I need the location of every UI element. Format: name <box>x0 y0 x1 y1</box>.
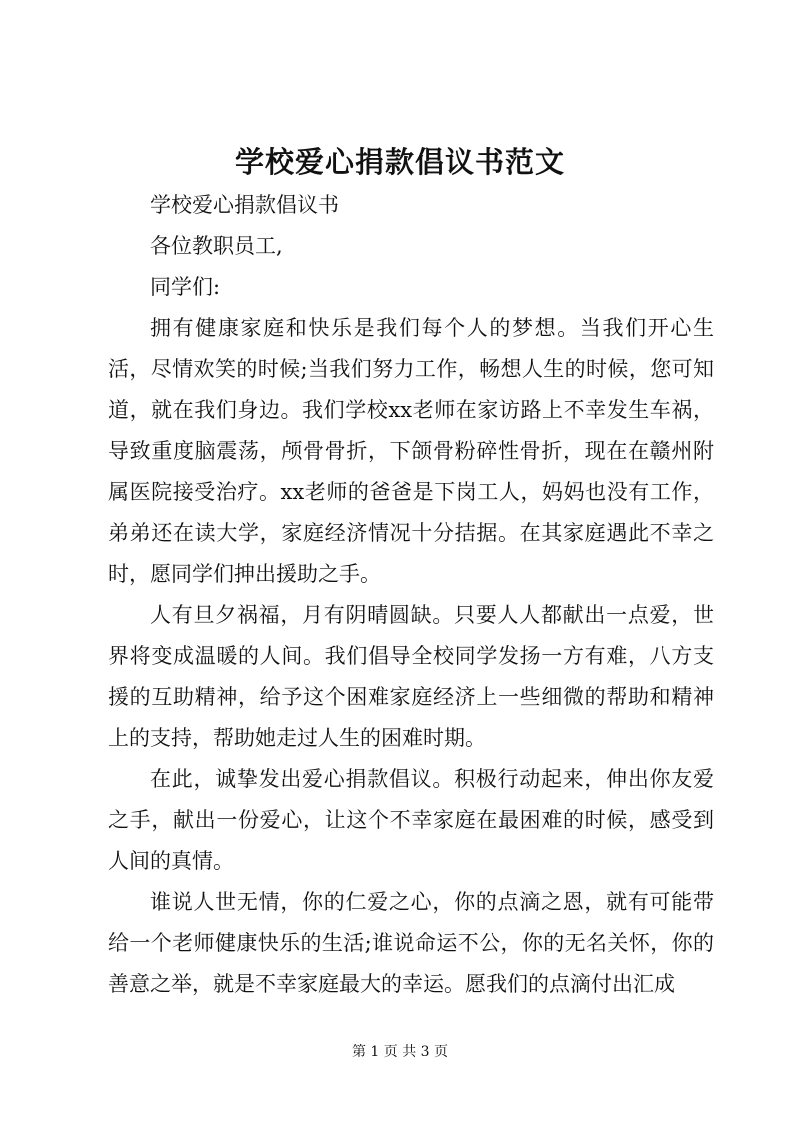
paragraph-intro: 拥有健康家庭和快乐是我们每个人的梦想。当我们开心生活，尽情欢笑的时候;当我们努力工作，畅想人生的时候，您可知道，就在我们身边。我们学校xx老师在家访路上不幸发生车祸，导致重度脑震荡，颅骨骨折，下颌骨粉碎性骨折，现在在赣州附属医院接受治疗。xx老师的爸爸是下岗工人，妈妈也没有工作，弟弟还在读大学，家庭经济情况十分拮据。在其家庭遇此不幸之时，愿同学们抻出援助之手。 <box>108 316 714 586</box>
document-title: 学校爱心捐款倡议书范文 <box>234 145 565 179</box>
page-number-footer: 第 1 页 共 3 页 <box>351 1044 449 1060</box>
paragraph-heading: 学校爱心捐款倡议书 <box>150 193 339 217</box>
paragraph-salutation-students: 同学们: <box>150 275 221 299</box>
paragraph-closing: 谁说人世无情，你的仁爱之心，你的点滴之恩，就有可能带给一个老师健康快乐的生活;谁说命运不公，你的无名关怀，你的善意之举，就是不幸家庭最大的幸运。愿我们的点滴付出汇成 <box>108 890 714 996</box>
paragraph-call-to-action: 在此，诚挚发出爱心捐款倡议。积极行动起来，伸出你友爱之手，献出一份爱心，让这个不幸家庭在最困难的时候，感受到人间的真情。 <box>108 767 714 873</box>
paragraph-appeal: 人有旦夕祸福，月有阴晴圆缺。只要人人都献出一点爱，世界将变成温暖的人间。我们倡导全校同学发扬一方有难，八方支援的互助精神，给予这个困难家庭经济上一些细微的帮助和精神上的支持，帮助她走过人生的困难时期。 <box>108 603 714 750</box>
paragraph-salutation-staff: 各位教职员工, <box>150 234 283 258</box>
document-body <box>108 185 714 1005</box>
